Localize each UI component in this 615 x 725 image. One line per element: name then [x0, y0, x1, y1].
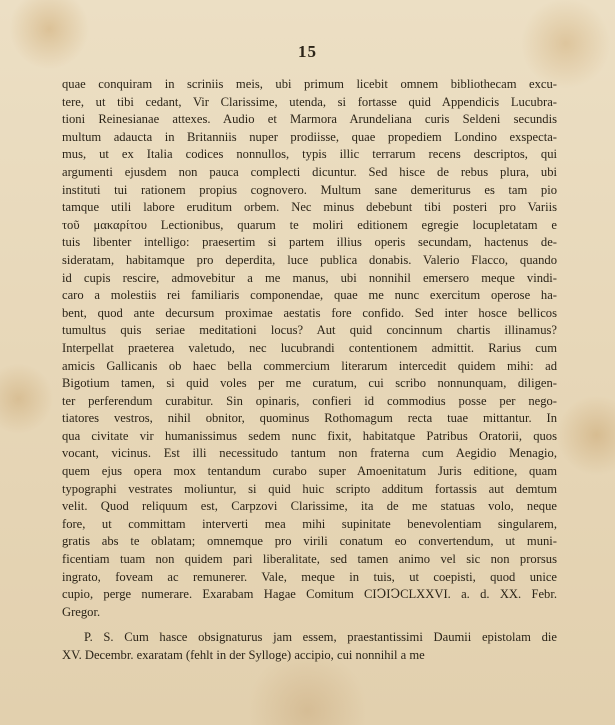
page-number: 15	[298, 42, 317, 61]
text-line: fore, ut committam interverti mea mihi supinitate benevolentiam singularem,	[62, 516, 557, 531]
text-line: id cupis rescire, admovebitur a me manus, ubi nonnihil emersero meque vindi-	[62, 270, 557, 285]
text-line: ficentiam tuam non quidem pari liberalitate, sed tamen animo vel sic non prorsus	[62, 552, 557, 567]
text-line: qua civitate vir humanissimus sedem nunc fixit, habitatque Patribus Oratorii, quos	[62, 428, 557, 443]
text-line: bent, quod ante decursum proximae aestatis fore confido. Sed inter hosce bellicos	[62, 305, 557, 320]
text-line: τοῦ μακαρίτου Lectionibus, quarum te moliri editionem egregie locupletatam e	[62, 217, 557, 232]
text-line: multum adaucta in Britanniis nuper prodiisse, quae propediem Londino exspecta-	[62, 129, 557, 144]
text-line: gratis abs te oblatam; omnemque pro virili conatum eo convertendum, ut muni-	[62, 534, 557, 549]
text-line: quae conquiram in scriniis meis, ubi primum licebit omnem bibliothecam excu-	[62, 77, 557, 91]
text-line: instituti tui rationem propius cognovero. Multum sane demeriturus es tam pio	[62, 182, 557, 197]
text-line: sideratam, habitamque pro deperdita, luce publica donabis. Valerio Flacco, quando	[62, 252, 557, 267]
text-line: Bigotium tamen, si quid voles per me curatum, cui scribo nonnunquam, diligen-	[62, 376, 557, 391]
text-line: typographi vestrates moliuntur, si quid huic scripto additum fortassis aut demtum	[62, 481, 557, 496]
text-line: tere, ut tibi cedant, Vir Clarissime, utenda, si fortasse quid Appendicis Lucubra-	[62, 94, 557, 109]
text-line: argumenti ejusdem non pauca complecti dicuntur. Sed hisce de rebus plura, ubi	[62, 164, 557, 179]
text-line: tamque utili labore eruditum orbem. Nec minus debebunt tibi posteri pro Variis	[62, 200, 557, 215]
text-line: quem ejus opera mox tentandum curabo super Amoenitatum Juris editione, quam	[62, 464, 557, 479]
text-line: amicis Gallicanis ob haec bella commercium literarum intercedit quidem mihi: ad	[62, 358, 557, 373]
postscript-line: P. S. Cum hasce obsignaturus jam essem, praestantissimi Daumii epistolam die	[84, 630, 557, 645]
postscript-line: XV. Decembr. exaratam (fehlt in der Sylloge) accipio, cui nonnihil a me	[62, 648, 425, 662]
text-line: ter perferendum curabitur. Sin opinaris, confieri id commodius posse per nego-	[62, 393, 557, 408]
text-line: tiatores vestros, nihil obnitor, quominus Rothomagum recta tuae mittantur. In	[62, 411, 557, 426]
text-line: velit. Quod reliquum est, Carpzovi Clarissime, ita de me statuas volo, neque	[62, 499, 557, 514]
letter-body	[62, 76, 557, 665]
text-line: tioni Reinesianae attexes. Audio et Marmora Arundeliana curis Seldeni secundis	[62, 112, 557, 127]
text-line: Interpellat praeterea valetudo, nec lucubrandi contentionem admittit. Rarius cum	[62, 340, 557, 355]
text-line: ingrato, foveam ac remunerer. Vale, meque in tuis, ut coepisti, quod unice	[62, 569, 557, 584]
text-line: mus, ut ex Italia codices nonnullos, typis illic terrarum recens descriptos, qui	[62, 147, 557, 162]
signature-line: Gregor.	[62, 604, 101, 619]
text-line: caro a molestiis rei familiaris componendae, quae me nunc exercitum operose ha-	[62, 288, 557, 303]
text-line: cupio, perge numerare. Exarabam Hagae Comitum CIↃIↃCLXXVI. a. d. XX. Febr.	[62, 587, 557, 602]
text-line: tumultus quis seriae meditationi locus? Aut quid concinnum chartis illinamus?	[62, 323, 557, 338]
text-line: vocant, vicinus. Est illi necessitudo tantum non fraterna cum Aegidio Menagio,	[62, 446, 557, 461]
text-line: tuis libenter intelligo: praesertim si partem illius operis secundam, hactenus de-	[62, 235, 557, 250]
